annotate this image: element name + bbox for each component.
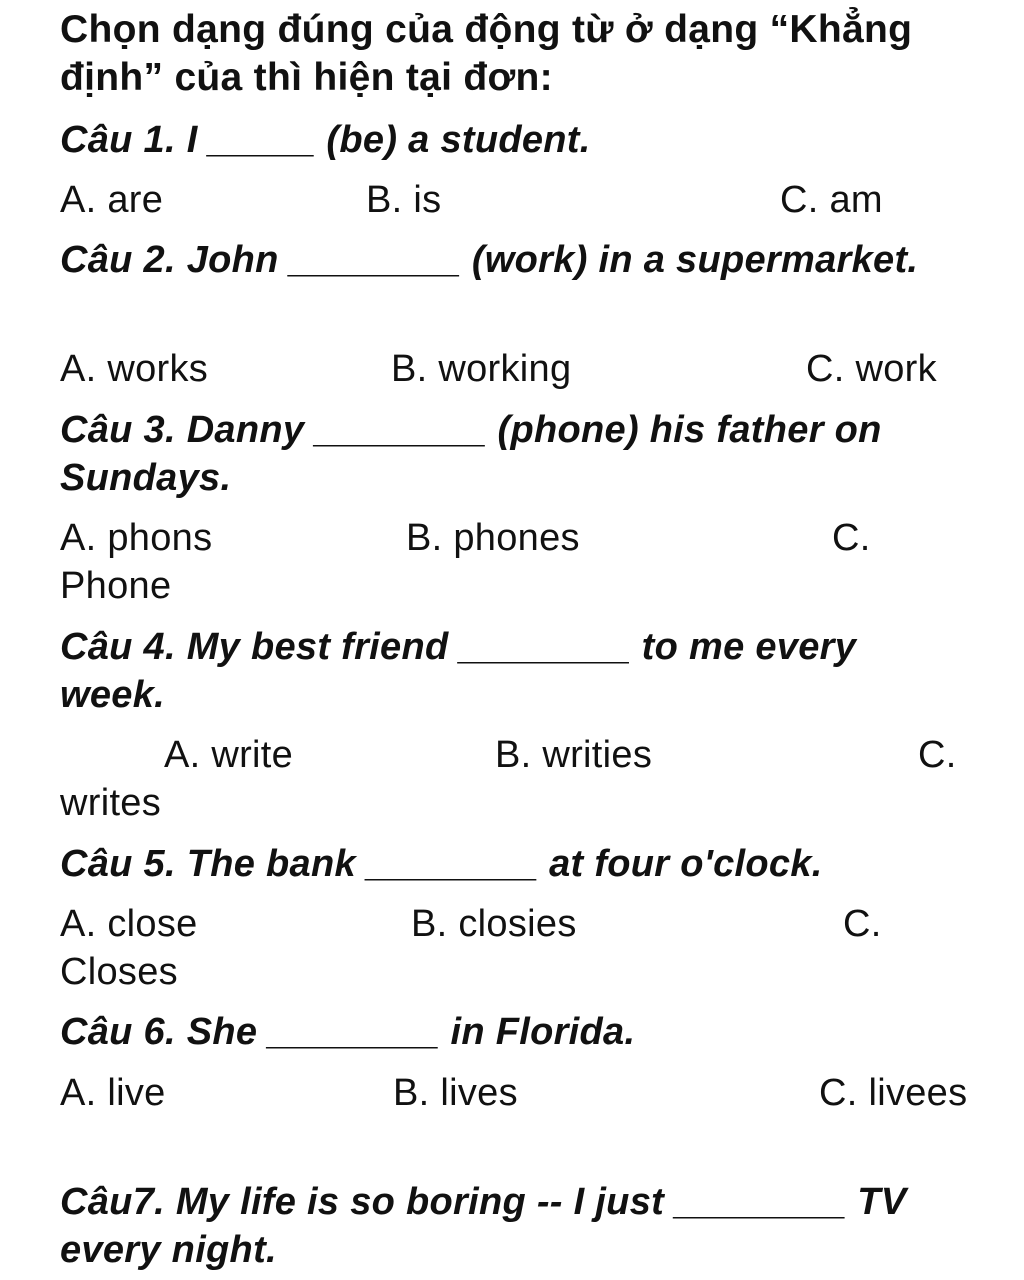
- question-3-option-c: C.: [832, 517, 871, 559]
- heading-line-2: định” của thì hiện tại đơn:: [60, 56, 553, 99]
- question-3-option-c-text: Phone: [60, 565, 172, 607]
- question-7-text-line-1: Câu7. My life is so boring -- I just ________ TV: [60, 1181, 907, 1223]
- question-5-option-c: C.: [843, 903, 882, 945]
- question-3-option-a: A. phons: [60, 517, 213, 559]
- question-1-option-b: B. is: [366, 179, 442, 221]
- question-5-option-a: A. close: [60, 903, 198, 945]
- question-4-option-b: B. writies: [495, 734, 653, 776]
- question-2-option-a: A. works: [60, 348, 209, 390]
- question-5-text: Câu 5. The bank ________ at four o'clock.: [60, 843, 823, 885]
- question-7-text-line-2: every night.: [60, 1229, 277, 1271]
- question-6-option-a: A. live: [60, 1072, 166, 1114]
- question-1-option-a: A. are: [60, 179, 164, 221]
- question-2-option-b: B. working: [391, 348, 572, 390]
- question-4-option-c-text: writes: [60, 782, 162, 824]
- question-4-text-line-2: week.: [60, 674, 166, 716]
- question-5-option-b: B. closies: [411, 903, 577, 945]
- question-3-text-line-1: Câu 3. Danny ________ (phone) his father on: [60, 409, 882, 451]
- question-6-text: Câu 6. She ________ in Florida.: [60, 1011, 636, 1053]
- question-5-option-c-text: Closes: [60, 951, 178, 993]
- question-1-option-c: C. am: [780, 179, 883, 221]
- question-1-text: Câu 1. I _____ (be) a student.: [60, 119, 591, 161]
- question-3-text-line-2: Sundays.: [60, 457, 232, 499]
- question-4-option-a: A. write: [164, 734, 294, 776]
- question-2-option-c: C. work: [806, 348, 937, 390]
- question-4-text-line-1: Câu 4. My best friend ________ to me every: [60, 626, 857, 668]
- question-2-text: Câu 2. John ________ (work) in a supermarket.: [60, 239, 919, 281]
- question-3-option-b: B. phones: [406, 517, 580, 559]
- question-6-option-b: B. lives: [393, 1072, 518, 1114]
- question-6-option-c: C. livees: [819, 1072, 968, 1114]
- heading-line-1: Chọn dạng đúng của động từ ở dạng “Khẳng: [60, 8, 913, 51]
- question-4-option-c: C.: [918, 734, 957, 776]
